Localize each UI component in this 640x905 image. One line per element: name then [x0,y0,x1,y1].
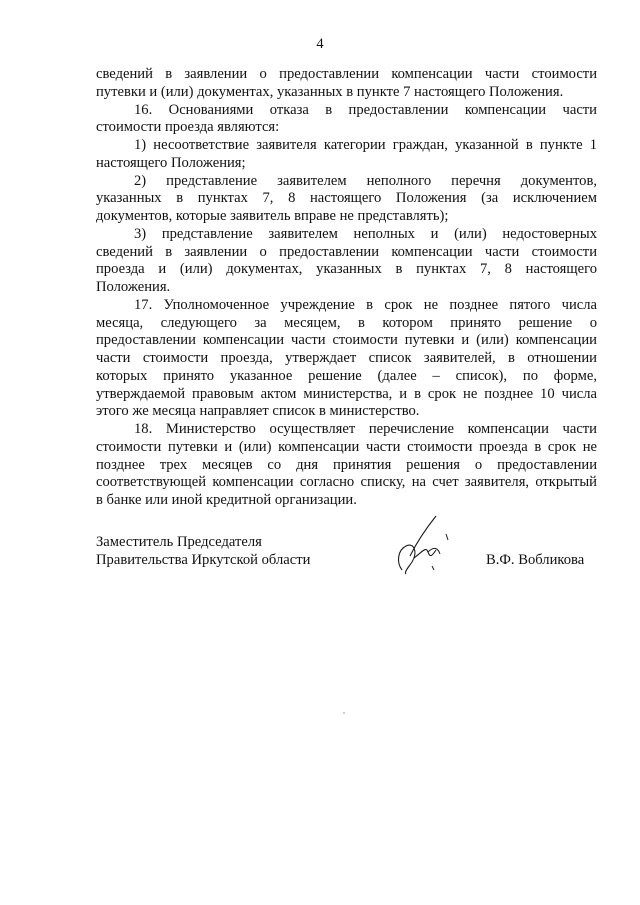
body-line: указанных в пунктах 7, 8 настоящего Положения (за исключением [96,190,597,207]
handwritten-signature [388,512,468,582]
body-line: 16. Основаниями отказа в предоставлении компенсации части [134,101,597,118]
signatory-position [96,533,310,569]
body-line: которых принято указанное решение (далее – список), по форме, [96,367,597,384]
body-line: стоимости путевки и (или) компенсации части стоимости проезда в срок не [96,438,597,455]
body-line: 3) представление заявителем неполных и (или) недостоверных [134,225,597,242]
body-line: части стоимости проезда, утверждает список заявителей, в отношении [96,350,597,366]
signatory-position-line: Правительства Иркутской области [96,552,311,568]
document-body [96,66,597,510]
body-line: 2) представление заявителем неполного перечня документов, [134,172,597,189]
signatory-position-line: Заместитель Председателя [96,534,262,550]
body-line: утверждаемой правовым актом министерства, и в срок не позднее 10 числа [96,385,597,402]
body-line: сведений в заявлении о предоставлении компенсации части стоимости [96,243,597,260]
body-line: путевки и (или) документах, указанных в пункте 7 настоящего Положения. [96,83,564,100]
body-line: проезда и (или) документах, указанных в пунктах 7, 8 настоящего [96,261,597,278]
scan-artifact [343,712,345,714]
page-number: 4 [316,36,324,52]
body-line: в банке или иной кредитной организации. [96,492,357,508]
body-line: предоставлении компенсации части стоимости путевки и (или) компенсации [96,332,597,349]
body-line: 1) несоответствие заявителя категории граждан, указанной в пункте 1 [134,137,597,153]
body-line: настоящего Положения; [96,154,246,171]
body-line: стоимости проезда являются: [96,119,280,136]
body-line: 17. Уполномоченное учреждение в срок не позднее пятого числа [134,296,597,313]
body-line: 18. Министерство осуществляет перечисление компенсации части [134,421,597,437]
signatory-name: В.Ф. Вобликова [486,552,585,568]
body-line: месяца, следующего за месяцем, в котором принято решение о [96,314,597,331]
body-line: Положения. [96,279,171,295]
body-line: документов, которые заявитель вправе не представлять); [96,208,449,224]
body-line: соответствующей компенсации согласно списку, на счет заявителя, открытый [96,474,597,491]
body-line: позднее трех месяцев со дня принятия решения о предоставлении [96,456,597,473]
body-line: сведений в заявлении о предоставлении компенсации части стоимости [96,66,597,82]
body-line: этого же месяца направляет список в министерство. [96,403,420,420]
